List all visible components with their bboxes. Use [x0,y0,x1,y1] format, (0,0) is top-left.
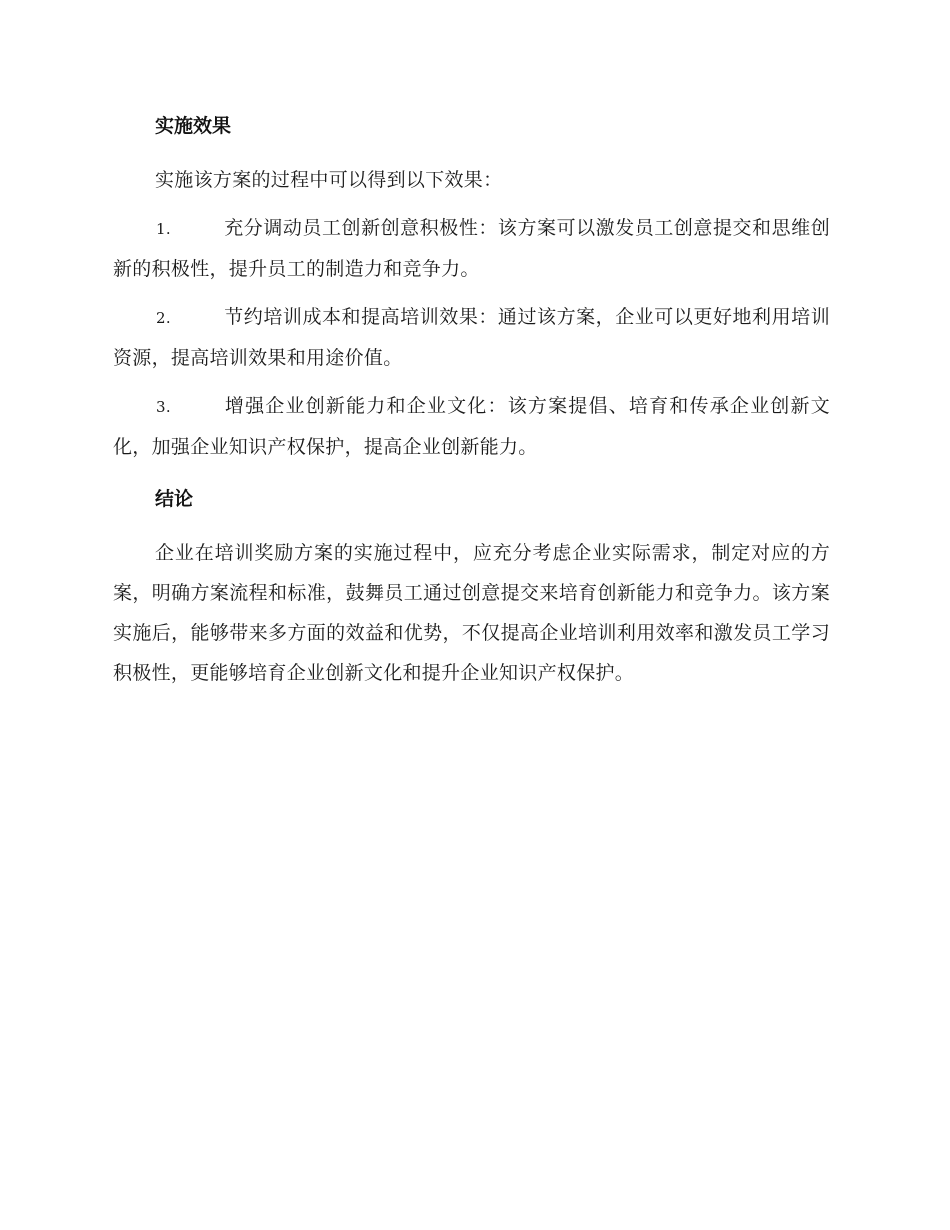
list-number: 3. [156,398,171,416]
section-intro: 实施该方案的过程中可以得到以下效果： [155,169,503,191]
conclusion-paragraph: 企业在培训奖励方案的实施过程中，应充分考虑企业实际需求，制定对应的方案，明确方案流程和标准，鼓舞员工通过创意提交来培育创新能力和竞争力。该方案实施后，能够带来多方面的效益和优势，不仅提高企业培训利用效率和激发员工学习积极性，更能够培育企业创新文化和提升企业知识产权保护。 [113,542,830,684]
list-item-1 [113,208,830,289]
list-number: 2. [156,309,171,327]
list-item-3 [113,386,830,467]
list-item-text: 节约培训成本和提高培训效果：通过该方案，企业可以更好地利用培训资源，提高培训效果和用途价值。 [113,306,830,369]
section-heading-implementation-effects: 实施效果 [155,115,232,137]
section-heading-conclusion: 结论 [155,488,194,510]
list-item-2 [113,297,830,378]
list-number: 1. [156,220,171,238]
list-item-text: 增强企业创新能力和企业文化：该方案提倡、培育和传承企业创新文化，加强企业知识产权保护，提高企业创新能力。 [113,395,830,458]
list-item-text: 充分调动员工创新创意积极性：该方案可以激发员工创意提交和思维创新的积极性，提升员工的制造力和竞争力。 [113,217,830,280]
